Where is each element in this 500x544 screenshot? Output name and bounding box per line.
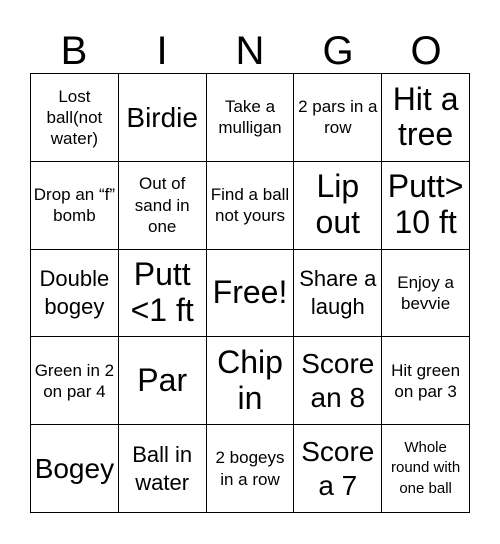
header-letter-o: O	[410, 29, 442, 73]
cell-text: Find a ball not yours	[210, 184, 290, 226]
bingo-cell[interactable]	[31, 74, 119, 162]
cell-text: Birdie	[126, 101, 198, 133]
bingo-cell[interactable]	[207, 425, 295, 513]
cell-text: 2 bogeys in a row	[215, 448, 285, 489]
header-letter-i: I	[156, 29, 168, 73]
cell-text: Putt <1 ft	[130, 256, 194, 328]
bingo-cell[interactable]	[207, 337, 295, 425]
bingo-cell[interactable]	[207, 162, 295, 250]
bingo-board	[30, 73, 470, 513]
bingo-cell[interactable]	[119, 425, 207, 513]
cell-text: Double bogey	[39, 266, 110, 319]
bingo-cell[interactable]	[294, 162, 382, 250]
bingo-cell[interactable]	[119, 162, 207, 250]
cell-text: Lost ball(not water)	[46, 86, 103, 149]
cell-text: Green in 2 on par 4	[34, 360, 115, 401]
cell-text: Chip in	[217, 343, 283, 416]
bingo-cell[interactable]	[382, 250, 470, 338]
cell-text: Putt> 10 ft	[387, 168, 464, 241]
bingo-cell[interactable]	[382, 74, 470, 162]
bingo-cell[interactable]	[382, 425, 470, 513]
bingo-cell-free[interactable]	[207, 250, 295, 338]
bingo-cell[interactable]	[31, 250, 119, 338]
bingo-cell[interactable]	[294, 74, 382, 162]
cell-text: Drop an “f” bomb	[33, 184, 116, 226]
bingo-cell[interactable]	[119, 337, 207, 425]
cell-text: Take a mulligan	[218, 97, 282, 138]
cell-text: Score a 7	[301, 436, 375, 501]
cell-text: Share a laugh	[299, 266, 377, 319]
cell-text: Hit a tree	[392, 80, 459, 153]
bingo-cell[interactable]	[119, 250, 207, 338]
bingo-cell[interactable]	[294, 337, 382, 425]
bingo-cell[interactable]	[207, 74, 295, 162]
cell-text: Lip out	[315, 168, 361, 241]
bingo-cell[interactable]	[31, 162, 119, 250]
header-letter-g: G	[322, 29, 354, 73]
cell-text: Bogey	[34, 452, 115, 484]
bingo-header	[30, 28, 470, 74]
bingo-cell[interactable]	[294, 250, 382, 338]
cell-text: Hit green on par 3	[391, 360, 461, 401]
header-letter-b: B	[60, 29, 88, 73]
bingo-cell[interactable]	[294, 425, 382, 513]
cell-text: Ball in water	[132, 442, 193, 495]
bingo-cell[interactable]	[382, 162, 470, 250]
bingo-cell[interactable]	[382, 337, 470, 425]
cell-text: Enjoy a bevvie	[397, 272, 454, 313]
cell-text: Out of sand in one	[134, 174, 190, 236]
bingo-cell[interactable]	[31, 337, 119, 425]
cell-text: 2 pars in a row	[298, 97, 378, 138]
free-space-text: Free!	[212, 274, 288, 311]
cell-text: Score an 8	[301, 348, 375, 413]
cell-text: Par	[137, 361, 188, 398]
cell-text: Whole round with one ball	[390, 439, 461, 497]
bingo-cell[interactable]	[31, 425, 119, 513]
header-letter-n: N	[235, 29, 265, 73]
bingo-cell[interactable]	[119, 74, 207, 162]
